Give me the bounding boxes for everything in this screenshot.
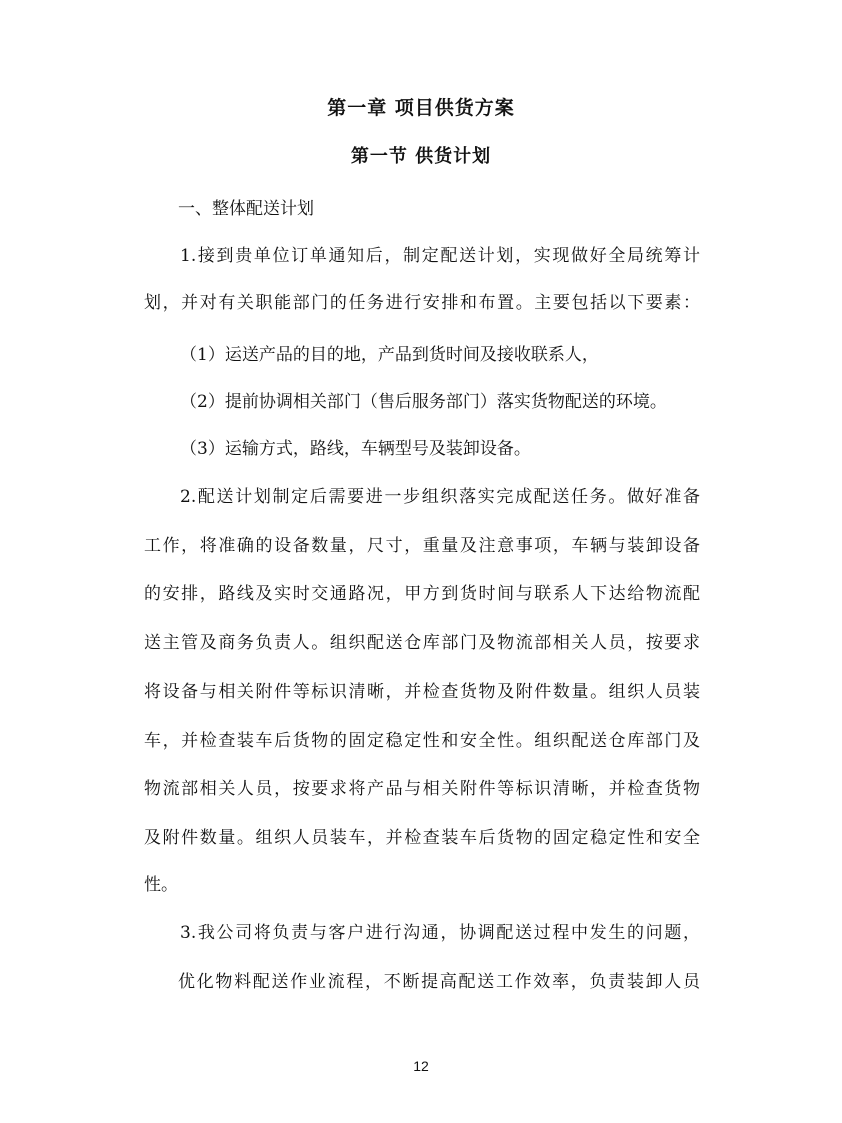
list-item: （1）运送产品的目的地，产品到货时间及接收联系人，: [180, 345, 599, 365]
paragraph-line: 2.配送计划制定后需要进一步组织落实完成配送任务。做好准备: [180, 487, 700, 507]
paragraph-line: 优化物料配送作业流程，不断提高配送工作效率，负责装卸人员: [178, 972, 700, 992]
paragraph-line: 3.我公司将负责与客户进行沟通，协调配送过程中发生的问题，: [180, 923, 700, 943]
paragraph-line: 划，并对有关职能部门的任务进行安排和布置。主要包括以下要素：: [144, 293, 700, 313]
paragraph-line: 物流部相关人员，按要求将产品与相关附件等标识清晰，并检查货物: [144, 779, 700, 799]
paragraph-line: 车，并检查装车后货物的固定稳定性和安全性。组织配送仓库部门及: [144, 731, 700, 751]
paragraph-line: 将设备与相关附件等标识清晰，并检查货物及附件数量。组织人员装: [144, 682, 700, 702]
paragraph-line: 性。: [144, 875, 178, 895]
paragraph-line: 及附件数量。组织人员装车，并检查装车后货物的固定稳定性和安全: [144, 828, 700, 848]
paragraph-line: 的安排，路线及实时交通路况，甲方到货时间与联系人下达给物流配: [144, 584, 700, 604]
page-number: 12: [413, 1058, 429, 1074]
paragraph-line: 工作，将准确的设备数量，尺寸，重量及注意事项，车辆与装卸设备: [144, 536, 700, 556]
section-title: 第一节 供货计划: [350, 146, 492, 167]
heading-overall-delivery-plan: 一、整体配送计划: [178, 199, 314, 219]
list-item: （3）运输方式，路线，车辆型号及装卸设备。: [180, 439, 531, 459]
paragraph-line: 1.接到贵单位订单通知后，制定配送计划，实现做好全局统筹计: [180, 246, 700, 266]
paragraph-line: 送主管及商务负责人。组织配送仓库部门及物流部相关人员，按要求: [144, 633, 700, 653]
chapter-title: 第一章 项目供货方案: [327, 97, 515, 119]
list-item: （2）提前协调相关部门（售后服务部门）落实货物配送的环境。: [180, 392, 667, 412]
